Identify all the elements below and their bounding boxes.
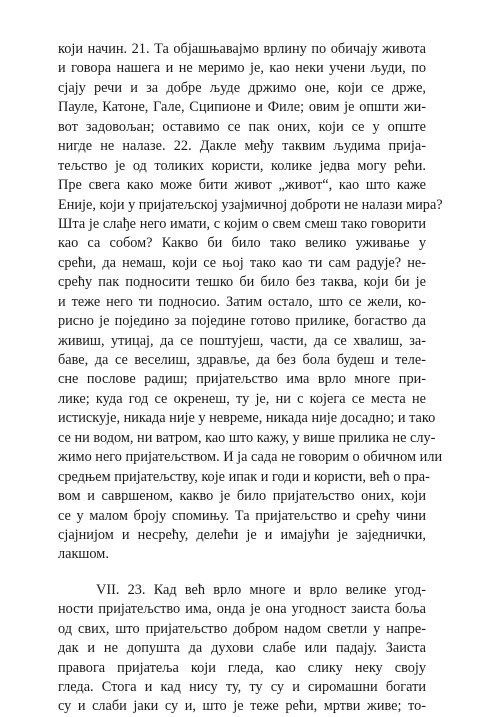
text-line: Пауле, Катоне, Гале, Сципионе и Филе; овим је општи жи- (58, 99, 426, 116)
text-line: срећи, да немаш, који се њој тако као ти сам радује? не- (58, 254, 426, 271)
text-line: VII. 23. Кад већ врло многе и врло велике угод- (96, 581, 426, 598)
text-line: се ни водом, ни ватром, као што кажу, у више прилика не слу- (58, 429, 436, 446)
text-line: Шта је слађе него имати, с којим о свем смеш тако говорити (58, 215, 426, 232)
text-line: су и слаби јаки су и, што је теже рећи, мртви живе; то- (58, 698, 426, 715)
text-line: од свих, што пријатељство добром надом светли у напре- (58, 620, 426, 637)
text-line: који начин. 21. Та објашњавајмо врлину по обичају живота (58, 41, 426, 57)
text-line: жимо него пријатељством. И ја сада не говорим о обичном или (58, 449, 443, 466)
text-line: сне послове радиш; пријатељство има врло многе при- (58, 371, 426, 388)
text-line: гледа. Стога и кад нису ту, ту су и сиромашни богати (58, 679, 426, 695)
paragraph-1 (58, 40, 443, 565)
text-line: средњем пријатељству, које ипак и годи и користи, већ о пра- (58, 468, 430, 485)
text-line: као са собом? Какво би било тако велико уживање у (58, 235, 426, 252)
text-line: се у малом броју спомињу. Та пријатељство и срећу чини (58, 507, 426, 524)
text-line: тељство је од толиких користи, колике једва могу рећи. (58, 157, 426, 174)
text-line: и теже него ти подносио. Затим остало, што се жели, ко- (58, 293, 426, 310)
text-line: живиш, утицај, да се поштујеш, части, да се хвалиш, за- (58, 332, 426, 349)
text-line: и говора нашега и не меримо је, као неки учени људи, по (58, 60, 426, 77)
page-text (58, 40, 443, 717)
text-line: вот задовољан; оставимо се пак оних, који се у опште (58, 118, 426, 135)
text-line: лике; куда год се окренеш, ту је, ни с којега се места не (58, 390, 426, 407)
text-line: сјају речи и за добре људе држимо оне, који се држе, (58, 79, 426, 96)
text-line: дак и не допушта да духови слабе или падају. Заиста (58, 640, 426, 657)
text-line: Пре свега како може бити живот „живот“, као што каже (58, 177, 426, 194)
text-line: сјајнијом и несрећу, делећи је и имајући је заједнички, (58, 526, 426, 543)
text-line: правога пријатеља који гледа, као слику неку своју (58, 659, 426, 676)
text-line: нигде не налазе. 22. Дакле међу таквим људима прија- (58, 138, 426, 155)
text-line: вом и савршеном, какво је било пријатељство оних, који (58, 488, 426, 505)
paragraph-2 (58, 581, 426, 717)
text-line: Еније, који у пријатељској узајмичној доброти не налази мира? (58, 196, 443, 213)
text-line: истискује, никада није у невреме, никада није досадно; и тако (58, 410, 436, 427)
paragraph-gap (58, 565, 426, 581)
text-line: лакшом. (58, 546, 109, 563)
text-line: рисно је поједино за поједине готово прилике, богаство да (58, 313, 426, 330)
text-line: ности пријатељство има, онда је она угодност заиста боља (58, 601, 426, 618)
text-line: срећу пак подносити тешко би било без таква, који би је (58, 274, 426, 291)
text-line: баве, да се веселиш, здравље, да без бола будеш и теле- (58, 352, 426, 368)
